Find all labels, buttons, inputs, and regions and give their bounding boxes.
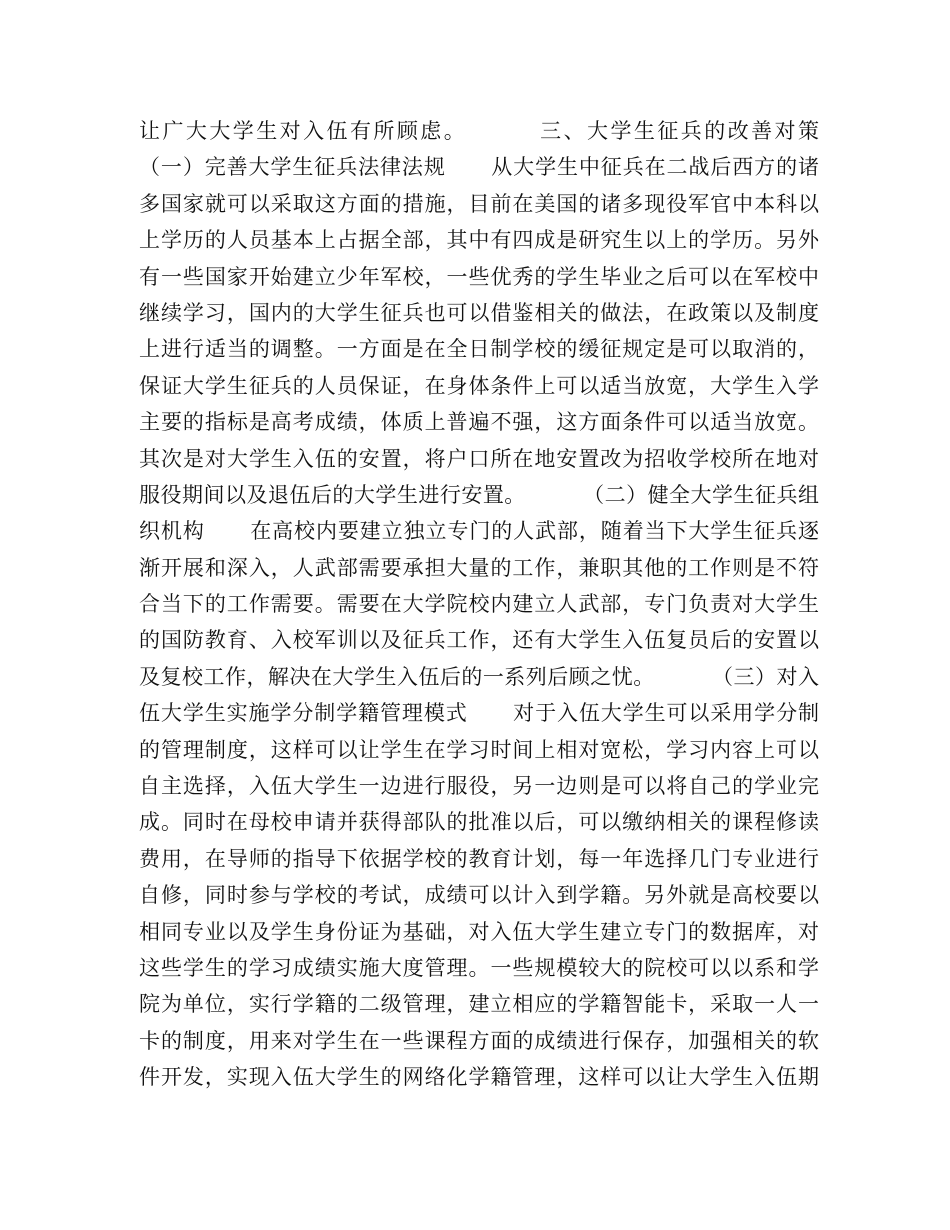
text-line: 自修，同时参与学校的考试，成绩可以计入到学籍。另外就是高校要以 [139,883,819,908]
text-line: 费用，在导师的指导下依据学校的教育计划，每一年选择几门专业进行 [139,846,819,871]
text-line: 这些学生的学习成绩实施大度管理。一些规模较大的院校可以以系和学 [139,955,819,980]
text-line: 成。同时在母校申请并获得部队的批准以后，可以缴纳相关的课程修读 [139,810,819,835]
text-line: 的国防教育、入校军训以及征兵工作，还有大学生入伍复员后的安置以 [139,628,819,653]
text-line: 渐开展和深入，人武部需要承担大量的工作，兼职其他的工作则是不符 [139,555,819,580]
body-text [139,113,819,1096]
text-line: 院为单位，实行学籍的二级管理，建立相应的学籍智能卡，采取一人一 [139,992,819,1017]
text-line: 件开发，实现入伍大学生的网络化学籍管理，这样可以让大学生入伍期 [139,1065,819,1090]
text-line: 让广大大学生对入伍有所顾虑。 三、大学生征兵的改善对策 [139,119,819,143]
text-line: 织机构 在高校内要建立独立专门的人武部，随着当下大学生征兵逐 [139,519,819,544]
text-line: 卡的制度，用来对学生在一些课程方面的成绩进行保存，加强相关的软 [139,1028,819,1053]
text-line: 的管理制度，这样可以让学生在学习时间上相对宽松，学习内容上可以 [139,737,819,762]
text-line: 保证大学生征兵的人员保证，在身体条件上可以适当放宽，大学生入学 [139,373,819,398]
text-line: 伍大学生实施学分制学籍管理模式 对于入伍大学生可以采用学分制 [139,701,819,726]
text-line: （一）完善大学生征兵法律法规 从大学生中征兵在二战后西方的诸 [139,155,819,180]
text-line: 主要的指标是高考成绩，体质上普遍不强，这方面条件可以适当放宽。 [139,410,819,435]
text-line: 多国家就可以采取这方面的措施，目前在美国的诸多现役军官中本科以 [139,191,819,216]
text-line: 自主选择，入伍大学生一边进行服役，另一边则是可以将自己的学业完 [139,774,819,799]
text-line: 相同专业以及学生身份证为基础，对入伍大学生建立专门的数据库，对 [139,919,819,944]
text-line: 上进行适当的调整。一方面是在全日制学校的缓征规定是可以取消的， [139,337,819,362]
text-line: 继续学习，国内的大学生征兵也可以借鉴相关的做法，在政策以及制度 [139,300,819,325]
text-line: 服役期间以及退伍后的大学生进行安置。 （二）健全大学生征兵组 [139,482,819,507]
text-line: 有一些国家开始建立少年军校，一些优秀的学生毕业之后可以在军校中 [139,264,819,289]
text-line: 及复校工作，解决在大学生入伍后的一系列后顾之忧。 （三）对入 [139,664,819,689]
text-line: 其次是对大学生入伍的安置，将户口所在地安置改为招收学校所在地对 [139,446,819,471]
text-line: 合当下的工作需要。需要在大学院校内建立人武部，专门负责对大学生 [139,592,819,617]
text-line: 上学历的人员基本上占据全部，其中有四成是研究生以上的学历。另外 [139,228,819,253]
